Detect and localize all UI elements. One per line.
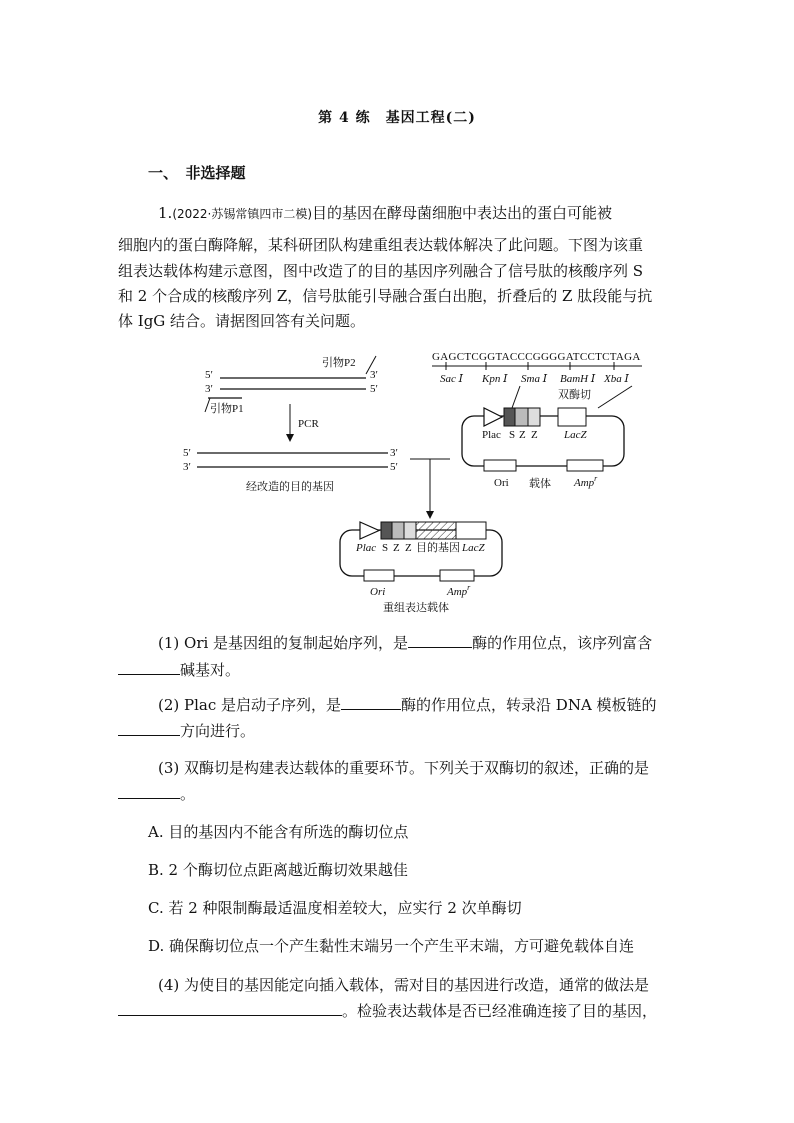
question-text: (4) 为使目的基因能定向插入载体，需对目的基因进行改造，通常的做法是 <box>158 976 650 994</box>
construction-diagram <box>0 340 794 620</box>
pcr-label: PCR <box>298 418 319 430</box>
answer-blank[interactable] <box>341 695 401 710</box>
question-text: 酶的作用位点，该序列富含 <box>472 634 653 652</box>
recombinant-label: 重组表达载体 <box>383 602 449 614</box>
primer-p1-label: 引物P1 <box>210 403 244 415</box>
cut-line-right <box>598 386 632 408</box>
site-label-bamhi: BamH Ⅰ <box>560 373 596 385</box>
s-segment <box>504 408 515 426</box>
five-prime-label: 5′ <box>390 461 398 473</box>
z-segment <box>528 408 540 426</box>
answer-blank[interactable] <box>118 1001 342 1016</box>
double-cut-label: 双酶切 <box>558 389 591 401</box>
s-label: S <box>509 429 516 441</box>
question-source: (2022·苏锡常镇四市二模) <box>172 207 313 221</box>
plac-promoter-icon <box>360 522 379 539</box>
z-label: Z <box>405 542 412 554</box>
amp-label: Amp$^r$ <box>574 474 598 489</box>
option-b: B. 2 个酶切位点距离越近酶切效果越佳 <box>148 861 408 879</box>
option-a: A. 目的基因内不能含有所选的酶切位点 <box>148 823 409 841</box>
modified-gene-label: 经改造的目的基因 <box>246 481 334 493</box>
question-text: 方向进行。 <box>180 722 256 740</box>
question-1-3-cont <box>118 782 678 807</box>
site-label-xbai: Xba Ⅰ <box>604 373 629 385</box>
question-1-3 <box>118 756 678 781</box>
cut-line-left <box>512 386 520 408</box>
mcs-sequence: GAGCTCGGTACCCGGGGATCCTCTAGA <box>432 351 641 363</box>
answer-blank[interactable] <box>118 721 180 736</box>
question-text: (2) Plac 是启动子序列，是 <box>158 696 342 714</box>
amp-label: Amp$^r$ <box>447 583 471 598</box>
question-1-2-cont <box>118 719 678 744</box>
option-c: C. 若 2 种限制酶最适温度相差较大，应实行 2 次单酶切 <box>148 899 522 917</box>
answer-blank[interactable] <box>118 660 180 675</box>
stem-line: 目的基因在酵母菌细胞中表达出的蛋白可能被 <box>312 204 613 222</box>
stem-line: 体 IgG 结合。请据图回答有关问题。 <box>118 312 366 330</box>
question-1-1 <box>118 631 678 656</box>
ori-segment <box>364 570 394 581</box>
three-prime-label: 3′ <box>183 461 191 473</box>
five-prime-label: 5′ <box>205 369 213 381</box>
lacz-segment <box>558 408 586 426</box>
stem-line: 和 2 个合成的核酸序列 Z，信号肽能引导融合蛋白出胞，折叠后的 Z 肽段能与抗 <box>118 287 653 305</box>
question-text: 。 <box>180 785 196 803</box>
answer-blank[interactable] <box>118 784 180 799</box>
page-title: 第 4 练 基因工程(二) <box>318 110 476 126</box>
ori-label: Ori <box>370 586 386 598</box>
three-prime-label: 3′ <box>205 383 213 395</box>
question-1-4-cont <box>118 999 678 1024</box>
stem-line: 组表达载体构建示意图，图中改造了的目的基因序列融合了信号肽的核酸序列 S <box>118 262 644 280</box>
answer-blank[interactable] <box>408 633 472 648</box>
lacz-label: LacZ <box>462 542 485 554</box>
five-prime-label: 5′ <box>370 383 378 395</box>
question-text: (1) Ori 是基因组的复制起始序列，是 <box>158 634 409 652</box>
question-text: 碱基对。 <box>180 661 241 679</box>
question-1-stem <box>118 201 678 227</box>
question-number: 1. <box>158 204 173 222</box>
question-text: 。检验表达载体是否已经准确连接了目的基因， <box>342 1002 658 1020</box>
z-label: Z <box>531 429 538 441</box>
question-1-2 <box>118 693 678 718</box>
three-prime-label: 3′ <box>390 447 398 459</box>
primer-p2-label: 引物P2 <box>322 357 356 369</box>
plac-promoter-icon <box>484 408 502 426</box>
z-segment <box>392 522 404 539</box>
amp-segment <box>440 570 474 581</box>
site-label-saci: Sac Ⅰ <box>440 373 463 385</box>
stem-line: 细胞内的蛋白酶降解，某科研团队构建重组表达载体解决了此问题。下图为该重 <box>118 236 644 254</box>
vector-label: 载体 <box>529 478 551 490</box>
z-segment <box>515 408 528 426</box>
z-label: Z <box>393 542 400 554</box>
question-text: (3) 双酶切是构建表达载体的重要环节。下列关于双酶切的叙述，正确的是 <box>158 759 650 777</box>
five-prime-label: 5′ <box>183 447 191 459</box>
z-label: Z <box>519 429 526 441</box>
plac-label: Plac <box>482 429 501 441</box>
plac-label: Plac <box>356 542 377 554</box>
question-1-4 <box>118 973 678 998</box>
z-segment <box>404 522 416 539</box>
lacz-label: LacZ <box>564 429 587 441</box>
section-heading: 一、 非选择题 <box>148 164 246 182</box>
site-label-smai: Sma Ⅰ <box>521 373 548 385</box>
option-d: D. 确保酶切位点一个产生黏性末端另一个产生平末端，方可避免载体自连 <box>148 937 635 955</box>
target-gene-label: 目的基因 <box>416 542 460 554</box>
lacz-segment <box>456 522 486 539</box>
s-label: S <box>382 542 389 554</box>
s-segment <box>381 522 392 539</box>
question-text: 酶的作用位点，转录沿 DNA 模板链的 <box>401 696 657 714</box>
three-prime-label: 3′ <box>370 369 378 381</box>
site-label-kpni: Kpn Ⅰ <box>482 373 508 385</box>
ori-segment <box>484 460 516 471</box>
target-gene-segment <box>416 522 456 539</box>
amp-segment <box>567 460 603 471</box>
ori-label: Ori <box>494 477 509 489</box>
question-1-1-cont <box>118 658 678 683</box>
